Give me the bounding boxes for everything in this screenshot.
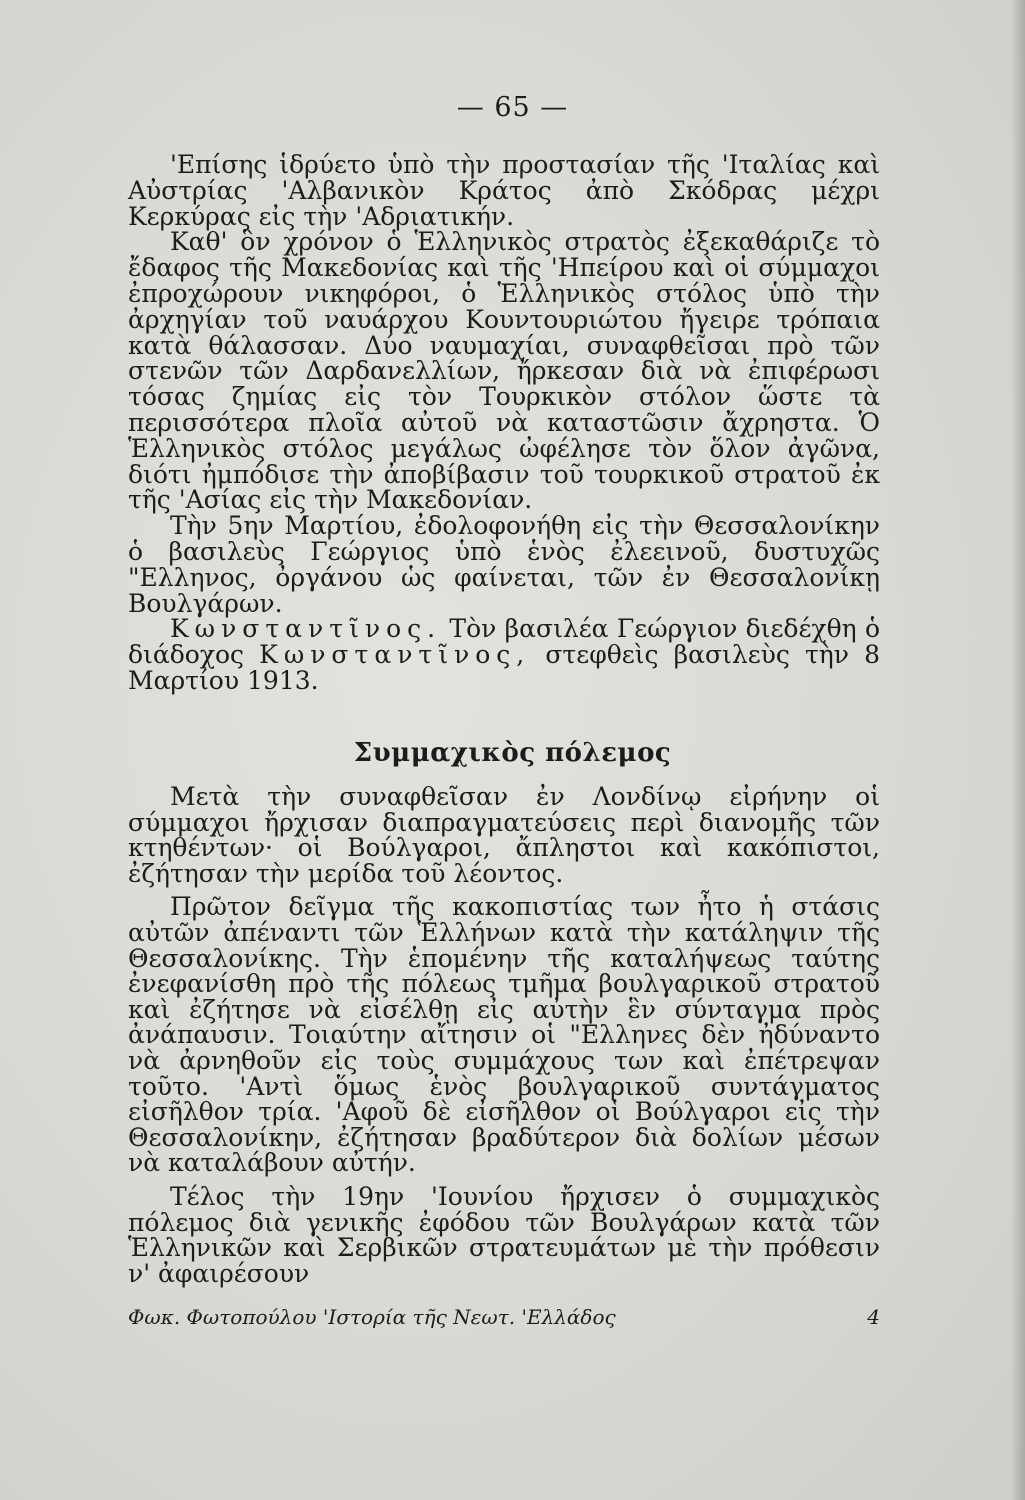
constantine-text-1: Τὸν βασιλέα Γεώργιον διεδέχθη ὁ διάδοχος (128, 614, 880, 670)
footer-signature-number: 4 (867, 1305, 880, 1329)
body-text-bottom (128, 784, 880, 1286)
paragraph-albania: 'Επίσης ἱδρύετο ὑπὸ τὴν προστασίαν τῆς 'Ιταλίας καὶ Αὐστρίας 'Αλβανικὸν Κράτος ἀπὸ Σκόδρας μέχρι Κερκύρας εἰς τὴν 'Αδριατικήν. (128, 150, 880, 231)
paragraph-navy: Καθ' ὃν χρόνον ὁ Ἑλληνικὸς στρατὸς ἐξεκαθάριζε τὸ ἔδαφος τῆς Μακεδονίας καὶ τῆς 'Ηπείρου καὶ οἱ σύμμαχοι ἐπροχώρουν νικηφόροι, ὁ Ἑλληνικὸς στόλος ὑπὸ τὴν ἀρχηγίαν τοῦ ναυάρχου Κουντουριώτου ἤγειρε τρόπαια κατὰ θάλασσαν. Δύο ναυμαχίαι, συναφθεῖσαι πρὸ τῶν στενῶν τῶν Δαρδανελλίων, ἤρκεσαν διὰ νὰ ἐπιφέρωσι τόσας ζημίας εἰς τὸν Τουρκικὸν στόλον ὥστε τὰ περισσότερα πλοῖα αὐτοῦ νὰ καταστῶσιν ἄχρηστα. Ὁ Ἑλληνικὸς στόλος μεγάλως ὠφέλησε τὸν ὅλον ἀγῶνα, διότι ἠμπόδισε τὴν ἀποβίβασιν τοῦ τουρκικοῦ στρατοῦ ἐκ τῆς 'Ασίας εἰς τὴν Μακεδονίαν. (128, 227, 880, 515)
footer-book-title: Φωκ. Φωτοπούλου 'Ιστορία τῆς Νεωτ. 'Ελλάδος (128, 1305, 616, 1329)
paragraph-thessaloniki: Πρῶτον δεῖγμα τῆς κακοπιστίας των ἦτο ἡ στάσις αὐτῶν ἀπέναντι τῶν Ἑλλήνων κατὰ τὴν κατάληψιν τῆς Θεσσαλονίκης. Τὴν ἑπομένην τῆς καταλήψεως ταύτης ἐνεφανίσθη πρὸ τῆς πόλεως τμῆμα βουλγαρικοῦ στρατοῦ καὶ ἐζήτησε νὰ εἰσέλθῃ εἰς αὐτὴν ἓν σύνταγμα πρὸς ἀνάπαυσιν. Τοιαύτην αἴτησιν οἱ "Ελληνες δὲν ἠδύναντο νὰ ἀρνηθοῦν εἰς τοὺς συμμάχους των καὶ ἐπέτρεψαν τοῦτο. 'Αντὶ ὅμως ἑνὸς βουλγαρικοῦ συντάγματος εἰσῆλθον τρία. 'Αφοῦ δὲ εἰσῆλθον οἱ Βούλγαροι εἰς τὴν Θεσσαλονίκην, ἐζήτησαν βραδύτερον διὰ δολίων μέσων νὰ καταλάβουν αὐτήν. (128, 892, 880, 1178)
paragraph-assassination: Τὴν 5ην Μαρτίου, ἐδολοφονήθη εἰς τὴν Θεσσαλονίκην ὁ βασιλεὺς Γεώργιος ὑπὸ ἑνὸς ἐλεεινοῦ, δυστυχῶς "Ελληνος, ὀργάνου ὡς φαίνεται, τῶν ἐν Θεσσαλονίκῃ Βουλγάρων. (128, 511, 880, 618)
page-footer (128, 1305, 880, 1329)
paragraph-london-peace: Μετὰ τὴν συναφθεῖσαν ἐν Λονδίνῳ εἰρήνην οἱ σύμμαχοι ἤρχισαν διαπραγματεύσεις περὶ διανομῆς τῶν κτηθέντων· οἱ Βούλγαροι, ἄπληστοι καὶ κακόπιστοι, ἐζήτησαν τὴν μερίδα τοῦ λέοντος. (128, 782, 880, 888)
constantine-text-2: στεφθεὶς βασιλεὺς τὴν 8 Μαρτίου 1913. (128, 640, 880, 695)
body-text-top (128, 152, 880, 694)
page-number: — 65 — (456, 92, 569, 123)
section-title: Συμμαχικὸς πόλεμος (353, 738, 672, 768)
paragraph-war-start: Τέλος τὴν 19ην 'Ιουνίου ἤρχισεν ὁ συμμαχικὸς πόλεμος διὰ γενικῆς ἐφόδου τῶν Βουλγάρων κατὰ τῶν Ἑλληνικῶν καὶ Σερβικῶν στρατευμάτων μὲ τὴν πρόθεσιν ν' ἀφαιρέσουν (128, 1181, 880, 1288)
constantine-heading: Κωνσταντῖνος. (170, 614, 442, 644)
paragraph-constantine (128, 616, 880, 693)
constantine-name: Κωνσταντῖνος, (259, 640, 531, 670)
